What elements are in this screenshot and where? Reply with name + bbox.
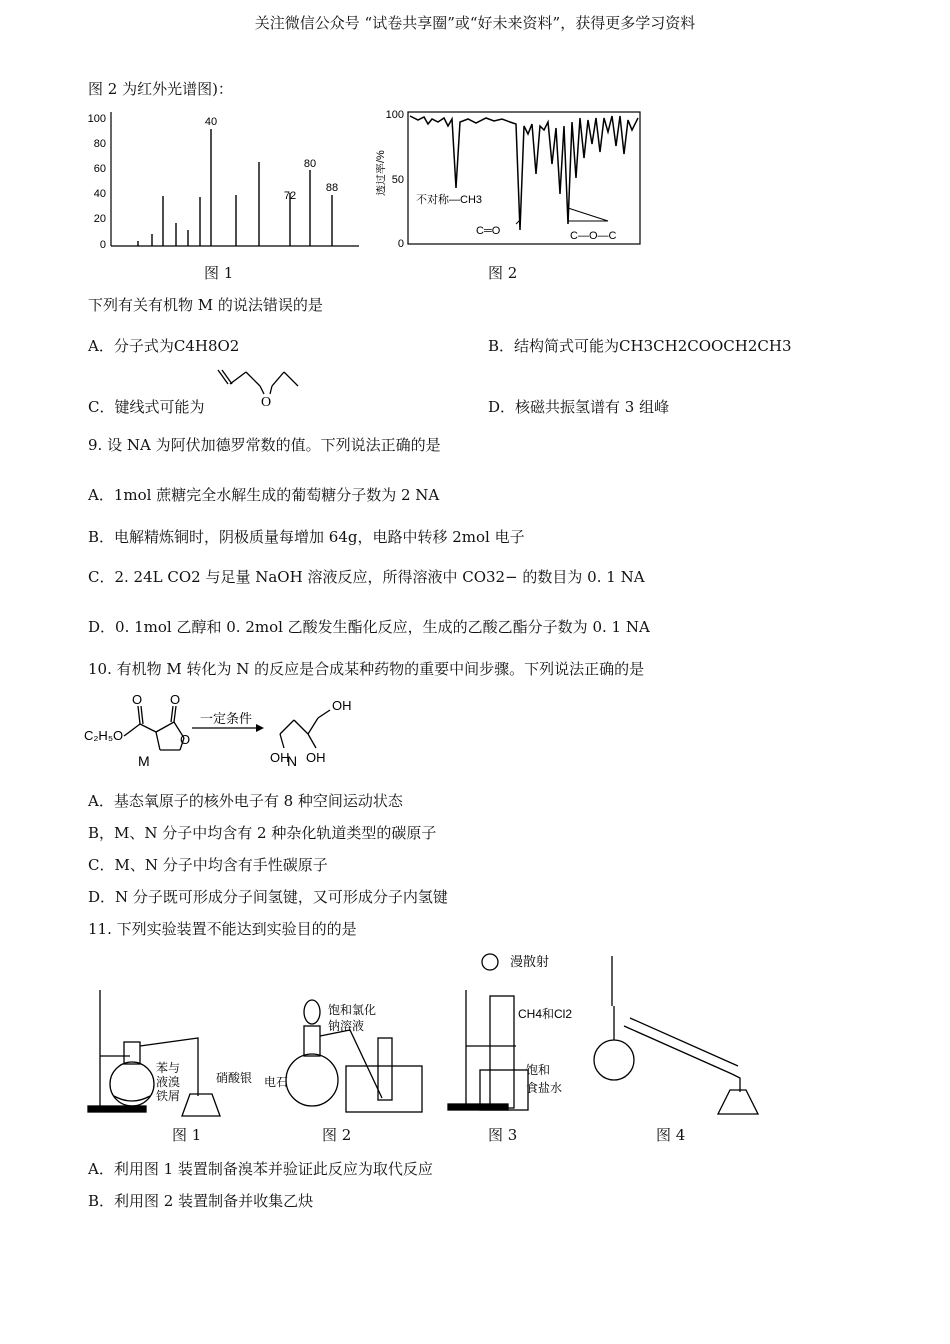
svg-text:硝酸银: 硝酸银 (216, 1071, 253, 1085)
svg-text:食盐水: 食盐水 (526, 1081, 563, 1095)
svg-text:饱和氯化: 饱和氯化 (328, 1003, 377, 1017)
svg-text:苯与: 苯与 (156, 1061, 181, 1075)
svg-text:OH: OH (270, 750, 290, 765)
svg-text:C₂H₅O: C₂H₅O (84, 728, 124, 743)
svg-text:O: O (132, 692, 143, 707)
formula: C4H8O2 (173, 337, 240, 355)
svg-text:饱和: 饱和 (526, 1063, 551, 1077)
q10-option-d: D．N 分子既可形成分子间氢键，又可形成分子内氢键 (88, 888, 448, 906)
annotation: C—O—C (570, 230, 617, 242)
y-tick: 20 (93, 213, 106, 225)
svg-text:漫散射: 漫散射 (510, 954, 550, 969)
q10-option-b: B，M、N 分子中均含有 2 种杂化轨道类型的碳原子 (88, 824, 437, 842)
q10-option-a: A．基态氧原子的核外电子有 8 种空间运动状态 (88, 792, 403, 810)
ir-spectrum-figure (376, 104, 646, 258)
apparatus-caption-3: 图 3 (488, 1126, 518, 1144)
q11-stem: 11. 下列实验装置不能达到实验目的的是 (88, 920, 357, 938)
apparatus-caption-2: 图 2 (322, 1126, 352, 1144)
n-label: N (287, 753, 298, 769)
y-tick: 0 (99, 239, 106, 251)
annotation: C═O (476, 225, 501, 237)
annotation: 不对称—CH3 (416, 194, 483, 206)
q8-option-d: D．核磁共振氢谱有 3 组峰 (488, 398, 670, 416)
svg-text:电石: 电石 (264, 1075, 289, 1089)
fig1-caption: 图 1 (204, 264, 234, 282)
q10-option-c: C．M、N 分子中均含有手性碳原子 (88, 856, 328, 874)
y-axis-label: 透过率/% (376, 150, 387, 196)
peak-label: 72 (283, 190, 297, 202)
svg-text:O: O (180, 732, 191, 747)
peak-label: 80 (303, 158, 317, 170)
apparatus-caption-4: 图 4 (656, 1126, 686, 1144)
y-tick: 0 (397, 238, 404, 250)
y-tick: 50 (391, 174, 404, 186)
q8-option-a: A．分子式为C4H8O2 (88, 337, 240, 355)
apparatus-figures (86, 946, 766, 1122)
svg-text:OH: OH (306, 750, 326, 765)
arrow-label: 一定条件 (200, 711, 253, 726)
q9-stem: 9. 设 NA 为阿伏加德罗常数的值。下列说法正确的是 (88, 436, 441, 454)
y-tick: 80 (93, 138, 106, 150)
q10-stem: 10. 有机物 M 转化为 N 的反应是合成某种药物的重要中间步骤。下列说法正确的是 (88, 660, 645, 678)
page-header: 关注微信公众号 “试卷共享圈”或“好未来资料”，获得更多学习资料 (254, 14, 696, 32)
peak-label: 40 (204, 116, 218, 128)
q9-option-a: A．1mol 蔗糖完全水解生成的葡萄糖分子数为 2 NA (88, 486, 440, 504)
y-tick: 40 (93, 188, 106, 200)
q8-stem: 下列有关有机物 M 的说法错误的是 (88, 296, 323, 314)
svg-text:钠溶液: 钠溶液 (328, 1019, 365, 1033)
svg-text:液溴: 液溴 (156, 1075, 181, 1089)
svg-text:O: O (261, 395, 272, 410)
q8-option-b: B．结构简式可能为CH3CH2COOCH2CH3 (488, 337, 792, 355)
q9-option-b: B．电解精炼铜时，阴极质量每增加 64g，电路中转移 2mol 电子 (88, 528, 525, 546)
q9-option-c: C．2. 24L CO2 与足量 NaOH 溶液反应，所得溶液中 CO32− 的数目为 0. 1 NA (88, 568, 645, 586)
svg-text:CH4和Cl2: CH4和Cl2 (518, 1007, 573, 1021)
apparatus-caption-1: 图 1 (172, 1126, 202, 1144)
peak-label: 88 (325, 182, 339, 194)
y-tick: 100 (385, 109, 404, 121)
ester-skeletal-structure (212, 364, 302, 418)
mass-spectrum-figure (84, 104, 364, 258)
svg-text:OH: OH (332, 698, 352, 713)
y-tick: 100 (87, 113, 106, 125)
fig2-caption: 图 2 (488, 264, 518, 282)
svg-text:O: O (170, 692, 181, 707)
q11-option-b: B．利用图 2 装置制备并收集乙炔 (88, 1192, 314, 1210)
q11-option-a: A．利用图 1 装置制备溴苯并验证此反应为取代反应 (88, 1160, 433, 1178)
y-tick: 60 (93, 163, 106, 175)
formula: CH3CH2COOCH2CH3 (619, 337, 792, 355)
reaction-scheme (84, 690, 374, 774)
q8-option-c: C．键线式可能为 (88, 398, 205, 416)
svg-text:铁屑: 铁屑 (156, 1089, 181, 1103)
m-label: M (138, 753, 150, 769)
q9-option-d: D．0. 1mol 乙醇和 0. 2mol 乙酸发生酯化反应，生成的乙酸乙酯分子数为 0. 1 NA (88, 618, 650, 636)
intro-text: 图 2 为红外光谱图)： (88, 80, 233, 98)
